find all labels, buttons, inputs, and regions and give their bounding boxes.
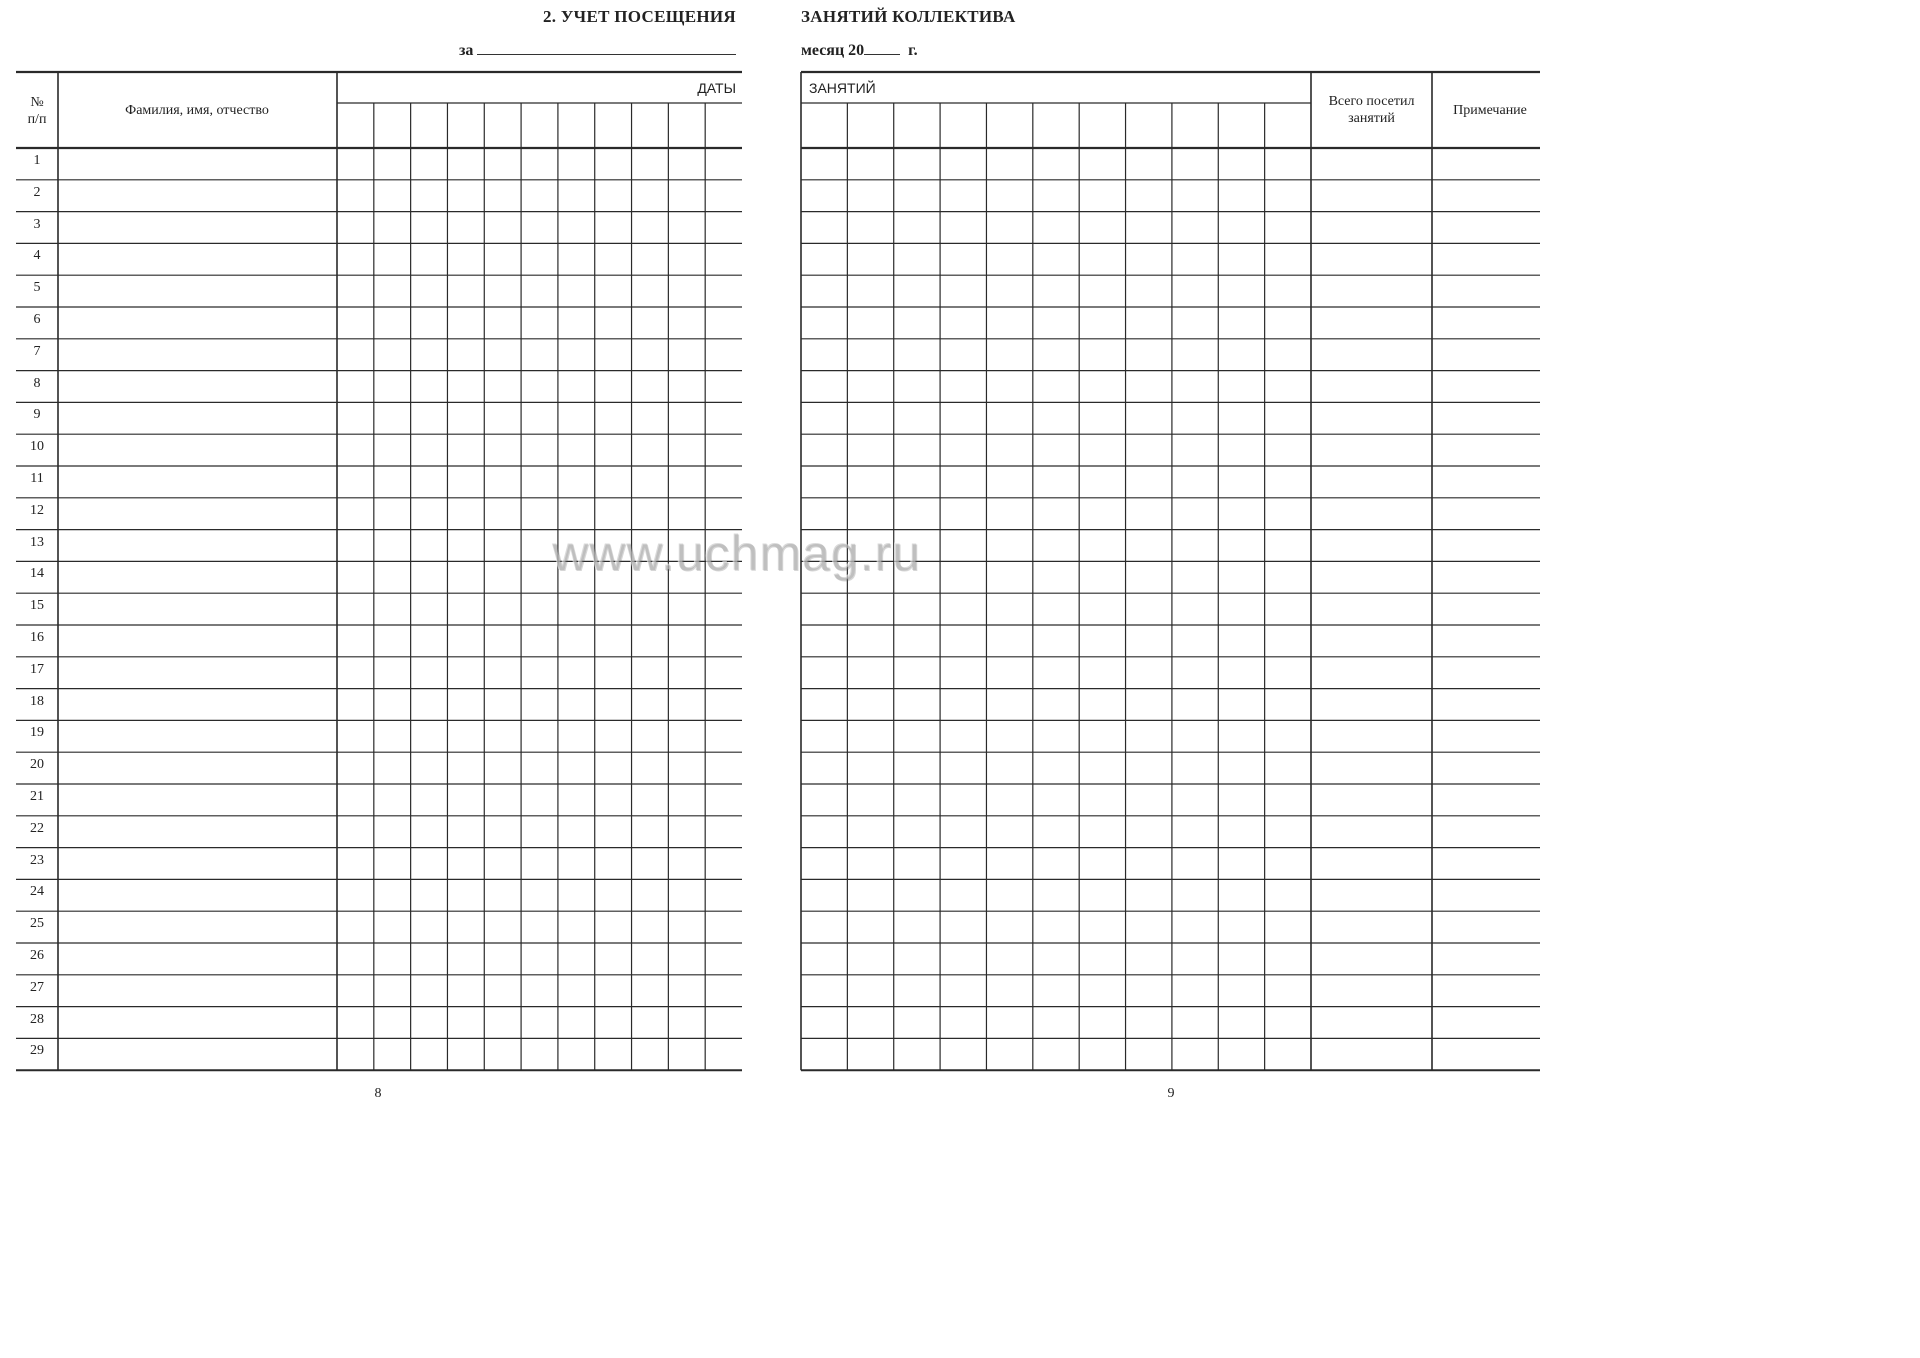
row-number: 5 xyxy=(33,280,41,296)
row-number: 25 xyxy=(30,916,44,932)
period-prefix: за xyxy=(459,42,474,59)
row-number: 13 xyxy=(30,534,44,550)
row-number: 18 xyxy=(30,693,44,709)
row-number: 3 xyxy=(33,216,41,232)
row-number: 26 xyxy=(30,948,44,963)
row-number: 22 xyxy=(30,820,44,836)
row-number: 14 xyxy=(30,566,44,582)
name-column-header: Фамилия, имя, отчество xyxy=(125,103,269,118)
row-number: 23 xyxy=(30,852,44,868)
row-number: 12 xyxy=(30,502,44,518)
total-attended-column-header: Всего посетил занятий xyxy=(1328,94,1415,126)
lessons-column-header: ЗАНЯТИЙ xyxy=(809,80,876,96)
row-number: 7 xyxy=(33,343,41,359)
row-number: 9 xyxy=(33,407,41,423)
dates-column-header: ДАТЫ xyxy=(697,80,736,96)
row-number: 20 xyxy=(30,757,44,773)
number-column-header: № п/п xyxy=(27,95,47,127)
row-number: 6 xyxy=(33,312,41,327)
row-number: 4 xyxy=(33,248,41,264)
document-title-right: ЗАНЯТИЙ КОЛЛЕКТИВА xyxy=(801,7,1016,26)
watermark: www.uchmag.ru xyxy=(552,525,921,581)
row-number: 17 xyxy=(30,661,44,677)
row-number: 15 xyxy=(30,598,44,614)
row-number: 2 xyxy=(33,184,41,200)
row-number: 19 xyxy=(30,725,44,741)
note-column-header: Примечание xyxy=(1453,103,1527,118)
period-month-label: месяц 20 xyxy=(801,42,865,59)
row-number: 21 xyxy=(30,789,44,804)
row-number: 24 xyxy=(30,884,44,900)
row-number: 11 xyxy=(30,471,44,486)
page-number-left: 8 xyxy=(374,1086,382,1101)
row-number: 28 xyxy=(30,1011,44,1027)
row-number: 8 xyxy=(33,375,41,391)
row-number: 16 xyxy=(30,630,44,645)
row-number: 10 xyxy=(30,439,44,455)
row-number: 1 xyxy=(33,153,41,168)
document-title-left: 2. УЧЕТ ПОСЕЩЕНИЯ xyxy=(543,7,736,26)
row-number: 27 xyxy=(30,979,44,995)
period-year-suffix: г. xyxy=(908,42,918,59)
row-number: 29 xyxy=(30,1043,44,1059)
page-number-right: 9 xyxy=(1167,1086,1175,1101)
